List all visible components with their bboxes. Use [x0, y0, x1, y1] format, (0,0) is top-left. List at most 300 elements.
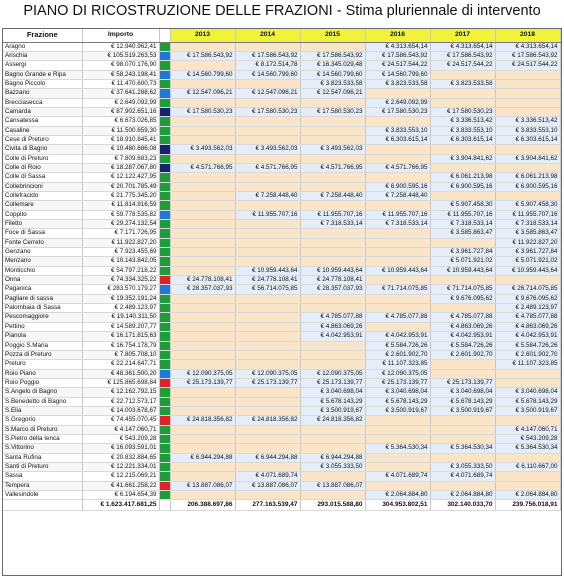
year-value-cell [235, 135, 300, 144]
frazione-name: Colle di Preturo [3, 154, 82, 163]
year-value-cell: € 3.961.727,84 [495, 248, 560, 257]
year-value-cell [300, 135, 365, 144]
year-value-cell [235, 126, 300, 135]
year-value-cell [170, 397, 235, 406]
category-color-swatch [159, 135, 170, 144]
year-value-cell: € 11.922.827,20 [495, 238, 560, 247]
year-value-cell [495, 163, 560, 172]
frazione-name: Bagno Piccolo [3, 79, 82, 88]
year-value-cell: € 7.258.448,40 [235, 192, 300, 201]
category-color-swatch [159, 163, 170, 172]
frazione-name: Santa Rufina [3, 453, 82, 462]
year-value-cell [495, 145, 560, 154]
year-value-cell [235, 42, 300, 51]
year-value-cell [365, 416, 430, 425]
year-value-cell [300, 201, 365, 210]
year-value-cell [365, 145, 430, 154]
frazione-name: Pianola [3, 332, 82, 341]
category-color-swatch [159, 89, 170, 98]
year-value-cell: € 3.823.533,58 [430, 79, 495, 88]
year-value-cell [170, 98, 235, 107]
year-value-cell [235, 397, 300, 406]
importo-value: € 41.661.258,22 [82, 481, 159, 490]
frazione-name: Pettino [3, 322, 82, 331]
year-value-cell [495, 276, 560, 285]
table-row [3, 238, 560, 247]
year-value-cell: € 4.785.077,88 [365, 313, 430, 322]
year-value-cell: € 17.586.543,92 [170, 51, 235, 60]
year-value-cell: € 4.042.953,91 [300, 332, 365, 341]
year-value-cell: € 17.580.530,23 [300, 107, 365, 116]
category-color-swatch [159, 266, 170, 275]
frazione-name: Pozza di Preturo [3, 350, 82, 359]
year-value-cell: € 3.904.841,62 [495, 154, 560, 163]
category-color-swatch [159, 107, 170, 116]
year-value-cell: € 10.959.443,64 [235, 266, 300, 275]
year-value-cell [235, 313, 300, 322]
year-value-cell: € 4.042.953,91 [365, 332, 430, 341]
year-value-cell: € 17.586.543,92 [430, 51, 495, 60]
year-value-cell: € 7.318.533,14 [430, 220, 495, 229]
year-value-cell [495, 89, 560, 98]
table-row [3, 163, 560, 172]
year-value-cell: € 6.061.213,98 [495, 173, 560, 182]
importo-value: € 29.274.132,54 [82, 220, 159, 229]
year-value-cell: € 7.258.448,40 [365, 192, 430, 201]
frazione-name: Camarda [3, 107, 82, 116]
header-year: 2016 [365, 29, 430, 42]
year-value-cell: € 3.055.333,50 [300, 462, 365, 471]
year-value-cell: € 17.586.543,92 [365, 51, 430, 60]
year-value-cell: € 24.818.356,82 [300, 416, 365, 425]
year-value-cell: € 17.580.530,23 [365, 107, 430, 116]
importo-value: € 543.209,28 [82, 434, 159, 443]
year-value-cell [300, 350, 365, 359]
year-value-cell: € 4.863.069,26 [300, 322, 365, 331]
year-value-cell [170, 341, 235, 350]
frazione-name: Pescomaggiore [3, 313, 82, 322]
totals-year-value: 206.388.697,86 [170, 500, 235, 511]
year-value-cell [495, 472, 560, 481]
year-value-cell [300, 444, 365, 453]
year-value-cell: € 4.071.689,74 [430, 472, 495, 481]
importo-value: € 125.865.698,84 [82, 378, 159, 387]
table-row [3, 453, 560, 462]
category-color-swatch [159, 210, 170, 219]
year-value-cell [430, 89, 495, 98]
year-value-cell [235, 406, 300, 415]
year-value-cell: € 25.173.139,77 [235, 378, 300, 387]
category-color-swatch [159, 481, 170, 490]
table-row [3, 61, 560, 70]
year-value-cell: € 5.678.143,29 [430, 397, 495, 406]
frazione-name: Bagno Grande e Ripa [3, 70, 82, 79]
frazione-name: Colle di Roio [3, 163, 82, 172]
year-value-cell [235, 322, 300, 331]
year-value-cell [365, 276, 430, 285]
year-value-cell: € 6.900.595,16 [495, 182, 560, 191]
category-color-swatch [159, 126, 170, 135]
year-value-cell: € 24.517.544,22 [495, 61, 560, 70]
importo-value: € 22.214.647,71 [82, 360, 159, 369]
importo-value: € 105.519.263,53 [82, 51, 159, 60]
year-value-cell: € 6.944.294,88 [300, 453, 365, 462]
year-value-cell: € 28.357.037,93 [170, 285, 235, 294]
frazione-name: Preturo [3, 360, 82, 369]
year-value-cell: € 6.303.615,14 [495, 135, 560, 144]
table-row [3, 154, 560, 163]
header-year: 2013 [170, 29, 235, 42]
year-value-cell [300, 126, 365, 135]
year-value-cell [300, 42, 365, 51]
frazione-name: Colle di Sassa [3, 173, 82, 182]
importo-value: € 18.910.845,41 [82, 135, 159, 144]
year-value-cell: € 2.064.884,80 [430, 491, 495, 500]
year-value-cell [430, 163, 495, 172]
frazione-name: S.Gregorio [3, 416, 82, 425]
year-value-cell: € 24.818.356,82 [170, 416, 235, 425]
year-value-cell [235, 444, 300, 453]
importo-value: € 6.194.654,39 [82, 491, 159, 500]
year-value-cell [170, 210, 235, 219]
category-color-swatch [159, 98, 170, 107]
year-value-cell: € 4.863.069,26 [495, 322, 560, 331]
year-value-cell [170, 472, 235, 481]
frazione-name: S.Elia [3, 406, 82, 415]
year-value-cell: € 4.571.766,95 [235, 163, 300, 172]
frazione-name: Collemare [3, 201, 82, 210]
year-value-cell [170, 238, 235, 247]
year-value-cell: € 13.887.086,07 [235, 481, 300, 490]
year-value-cell: € 24.517.544,22 [365, 61, 430, 70]
page-title: PIANO DI RICOSTRUZIONE DELLE FRAZIONI - Stima pluriennale di intervento [23, 3, 541, 19]
year-value-cell: € 11.955.707,16 [300, 210, 365, 219]
year-value-cell: € 71.714.075,85 [430, 285, 495, 294]
table-row [3, 360, 560, 369]
importo-value: € 37.641.288,62 [82, 89, 159, 98]
table-row [3, 201, 560, 210]
year-value-cell [495, 98, 560, 107]
category-color-swatch [159, 51, 170, 60]
table-row [3, 248, 560, 257]
importo-value: € 2.649.092,99 [82, 98, 159, 107]
frazione-name: Foce di Sassa [3, 229, 82, 238]
category-color-swatch [159, 360, 170, 369]
header-importo: Importo [82, 29, 159, 42]
table-row [3, 332, 560, 341]
totals-year-value: 302.140.033,70 [430, 500, 495, 511]
year-value-cell: € 5.584.726,26 [495, 341, 560, 350]
table-row [3, 210, 560, 219]
year-value-cell: € 6.900.595,16 [365, 182, 430, 191]
year-value-cell [235, 304, 300, 313]
table-row [3, 42, 560, 51]
table-row [3, 388, 560, 397]
year-value-cell: € 5.584.726,26 [430, 341, 495, 350]
importo-value: € 19.352.191,24 [82, 294, 159, 303]
frazione-name: S.Benedetto di Bagno [3, 397, 82, 406]
year-value-cell [170, 462, 235, 471]
year-value-cell: € 2.601.902,70 [495, 350, 560, 359]
importo-value: € 7.923.455,69 [82, 248, 159, 257]
year-value-cell: € 3.336.513,42 [430, 117, 495, 126]
year-value-cell: € 4.071.689,74 [365, 472, 430, 481]
importo-value: € 54.797.218,22 [82, 266, 159, 275]
table-row [3, 79, 560, 88]
year-value-cell: € 9.676.095,62 [495, 294, 560, 303]
year-value-cell [170, 154, 235, 163]
table-row [3, 117, 560, 126]
year-value-cell: € 3.500.919,67 [365, 406, 430, 415]
importo-value: € 98.070.176,90 [82, 61, 159, 70]
year-value-cell: € 5.071.921,02 [495, 257, 560, 266]
year-value-cell [170, 332, 235, 341]
category-color-swatch [159, 322, 170, 331]
year-value-cell: € 3.961.727,84 [430, 248, 495, 257]
year-value-cell: € 6.900.595,16 [430, 182, 495, 191]
year-value-cell: € 4.785.077,88 [495, 313, 560, 322]
table-row [3, 173, 560, 182]
totals-row [3, 500, 560, 511]
importo-value: € 7.171.726,95 [82, 229, 159, 238]
importo-value: € 11.814.916,59 [82, 201, 159, 210]
year-value-cell: € 4.863.069,26 [430, 322, 495, 331]
year-value-cell [300, 425, 365, 434]
frazione-name: S.Pietro della Ienca [3, 434, 82, 443]
year-value-cell: € 2.601.902,70 [430, 350, 495, 359]
importo-value: € 20.832.884,65 [82, 453, 159, 462]
year-value-cell [235, 79, 300, 88]
year-value-cell: € 3.833.553,10 [430, 126, 495, 135]
frazione-name: Filetto [3, 220, 82, 229]
year-value-cell [430, 416, 495, 425]
year-value-cell [235, 462, 300, 471]
year-value-cell [495, 107, 560, 116]
year-value-cell: € 4.042.953,91 [495, 332, 560, 341]
year-value-cell [170, 192, 235, 201]
table-row [3, 126, 560, 135]
year-value-cell: € 12.090.375,05 [365, 369, 430, 378]
year-value-cell: € 25.173.139,77 [365, 378, 430, 387]
year-value-cell [235, 182, 300, 191]
category-color-swatch [159, 491, 170, 500]
category-color-swatch [159, 406, 170, 415]
year-value-cell: € 13.887.086,07 [300, 481, 365, 490]
year-value-cell: € 3.493.562,03 [300, 145, 365, 154]
category-color-swatch [159, 248, 170, 257]
year-value-cell: € 2.064.884,80 [495, 491, 560, 500]
year-value-cell [235, 341, 300, 350]
year-value-cell: € 17.580.530,23 [170, 107, 235, 116]
year-value-cell: € 4.785.077,88 [430, 313, 495, 322]
year-value-cell: € 25.173.139,77 [430, 378, 495, 387]
importo-value: € 10.480.686,08 [82, 145, 159, 154]
year-value-cell: € 16.345.029,48 [300, 61, 365, 70]
year-value-cell: € 5.907.458,30 [430, 201, 495, 210]
year-value-cell: € 6.944.294,88 [235, 453, 300, 462]
year-value-cell: € 5.584.726,26 [365, 341, 430, 350]
importo-value: € 11.500.659,30 [82, 126, 159, 135]
category-color-swatch [159, 117, 170, 126]
frazione-name: Onna [3, 276, 82, 285]
category-color-swatch [159, 369, 170, 378]
year-value-cell: € 4.147.060,71 [495, 425, 560, 434]
year-value-cell: € 5.364.530,34 [430, 444, 495, 453]
frazione-name: Vallesindole [3, 491, 82, 500]
year-value-cell: € 4.313.654,14 [430, 42, 495, 51]
year-value-cell: € 6.944.294,88 [170, 453, 235, 462]
table-row [3, 70, 560, 79]
importo-value: € 12.215.069,21 [82, 472, 159, 481]
category-color-swatch [159, 434, 170, 443]
year-value-cell [170, 304, 235, 313]
year-value-cell: € 9.676.095,62 [430, 294, 495, 303]
year-value-cell: € 5.678.143,29 [495, 397, 560, 406]
importo-value: € 20.701.785,49 [82, 182, 159, 191]
category-color-swatch [159, 388, 170, 397]
year-value-cell: € 10.959.443,64 [300, 266, 365, 275]
importo-value: € 6.673.026,85 [82, 117, 159, 126]
frazione-name: Santi di Preturo [3, 462, 82, 471]
importo-value: € 48.361.500,20 [82, 369, 159, 378]
year-value-cell: € 2.649.092,99 [365, 98, 430, 107]
year-value-cell: € 5.907.458,30 [495, 201, 560, 210]
frazione-name: Roio Piano [3, 369, 82, 378]
year-value-cell [170, 266, 235, 275]
year-value-cell: € 13.887.086,07 [170, 481, 235, 490]
category-color-swatch [159, 220, 170, 229]
importo-value: € 19.140.311,50 [82, 313, 159, 322]
year-value-cell [170, 182, 235, 191]
category-color-swatch [159, 257, 170, 266]
category-color-swatch [159, 229, 170, 238]
year-value-cell: € 6.303.615,14 [365, 135, 430, 144]
table-row [3, 51, 560, 60]
year-value-cell [300, 294, 365, 303]
category-color-swatch [159, 444, 170, 453]
category-color-swatch [159, 304, 170, 313]
frazione-name: Tempera [3, 481, 82, 490]
year-value-cell: € 10.959.443,64 [365, 266, 430, 275]
year-value-cell [430, 145, 495, 154]
table-row [3, 98, 560, 107]
frazione-name: S.Angelo di Bagno [3, 388, 82, 397]
year-value-cell: € 56.714.075,85 [235, 285, 300, 294]
frazione-name: Palombaia di Sassa [3, 304, 82, 313]
year-value-cell: € 7.318.533,14 [300, 220, 365, 229]
year-value-cell: € 3.493.562,03 [170, 145, 235, 154]
frazione-name: Coppito [3, 210, 82, 219]
table-row [3, 313, 560, 322]
year-value-cell [430, 98, 495, 107]
frazione-name: Pagliare di sassa [3, 294, 82, 303]
year-value-cell: € 11.955.707,16 [235, 210, 300, 219]
year-value-cell [235, 388, 300, 397]
category-color-swatch [159, 182, 170, 191]
year-value-cell: € 11.107.323,85 [365, 360, 430, 369]
category-color-swatch [159, 397, 170, 406]
year-value-cell [235, 220, 300, 229]
year-value-cell: € 14.560.799,60 [235, 70, 300, 79]
category-color-swatch [159, 416, 170, 425]
table-row [3, 257, 560, 266]
totals-year-value: 277.163.539,47 [235, 500, 300, 511]
year-value-cell [235, 425, 300, 434]
year-value-cell: € 11.955.707,16 [430, 210, 495, 219]
year-value-cell [430, 304, 495, 313]
year-value-cell [235, 154, 300, 163]
importo-value: € 59.778.535,82 [82, 210, 159, 219]
year-value-cell [365, 229, 430, 238]
year-value-cell [170, 491, 235, 500]
year-value-cell [235, 350, 300, 359]
year-value-cell [430, 70, 495, 79]
importo-value: € 12.162.792,15 [82, 388, 159, 397]
year-value-cell: € 543.209,28 [495, 434, 560, 443]
importo-value: € 16.093.591,01 [82, 444, 159, 453]
year-value-cell: € 2.601.902,70 [365, 350, 430, 359]
year-value-cell [300, 238, 365, 247]
table-row [3, 229, 560, 238]
year-value-cell [300, 257, 365, 266]
table-row [3, 462, 560, 471]
year-value-cell: € 11.107.323,85 [495, 360, 560, 369]
year-value-cell: € 3.040.698,04 [300, 388, 365, 397]
year-value-cell [300, 182, 365, 191]
year-value-cell [235, 117, 300, 126]
year-value-cell: € 12.547.096,21 [300, 89, 365, 98]
year-value-cell: € 4.571.766,95 [170, 163, 235, 172]
table-row [3, 425, 560, 434]
table-row [3, 107, 560, 116]
year-value-cell [300, 434, 365, 443]
year-value-cell [170, 61, 235, 70]
table-row [3, 350, 560, 359]
frazione-name: Paganica [3, 285, 82, 294]
year-value-cell: € 3.040.698,04 [365, 388, 430, 397]
category-color-swatch [159, 425, 170, 434]
importo-value: € 11.922.827,20 [82, 238, 159, 247]
year-value-cell: € 3.336.513,42 [495, 117, 560, 126]
totals-year-value: 239.756.018,91 [495, 500, 560, 511]
year-value-cell [170, 360, 235, 369]
year-value-cell [365, 425, 430, 434]
year-value-cell: € 25.173.139,77 [300, 378, 365, 387]
year-value-cell [430, 360, 495, 369]
frazione-name: Cansatessa [3, 117, 82, 126]
year-value-cell [300, 117, 365, 126]
importo-value: € 87.902.651,16 [82, 107, 159, 116]
frazione-name: Roio Poggio [3, 378, 82, 387]
year-value-cell [170, 248, 235, 257]
importo-value: € 10.143.842,05 [82, 257, 159, 266]
year-value-cell [430, 369, 495, 378]
header-year: 2014 [235, 29, 300, 42]
year-value-cell: € 10.959.443,64 [495, 266, 560, 275]
importo-value: € 11.470.600,73 [82, 79, 159, 88]
year-value-cell [365, 201, 430, 210]
frazione-name: Menzano [3, 257, 82, 266]
year-value-cell: € 2.489.123,97 [495, 304, 560, 313]
year-value-cell: € 12.090.375,05 [170, 369, 235, 378]
year-value-cell: € 11.955.707,16 [365, 210, 430, 219]
totals-label [3, 500, 82, 511]
frazione-name: Monticchio [3, 266, 82, 275]
year-value-cell: € 7.318.533,14 [495, 220, 560, 229]
year-value-cell: € 5.678.143,29 [365, 397, 430, 406]
importo-value: € 21.775.345,20 [82, 192, 159, 201]
year-value-cell [235, 98, 300, 107]
